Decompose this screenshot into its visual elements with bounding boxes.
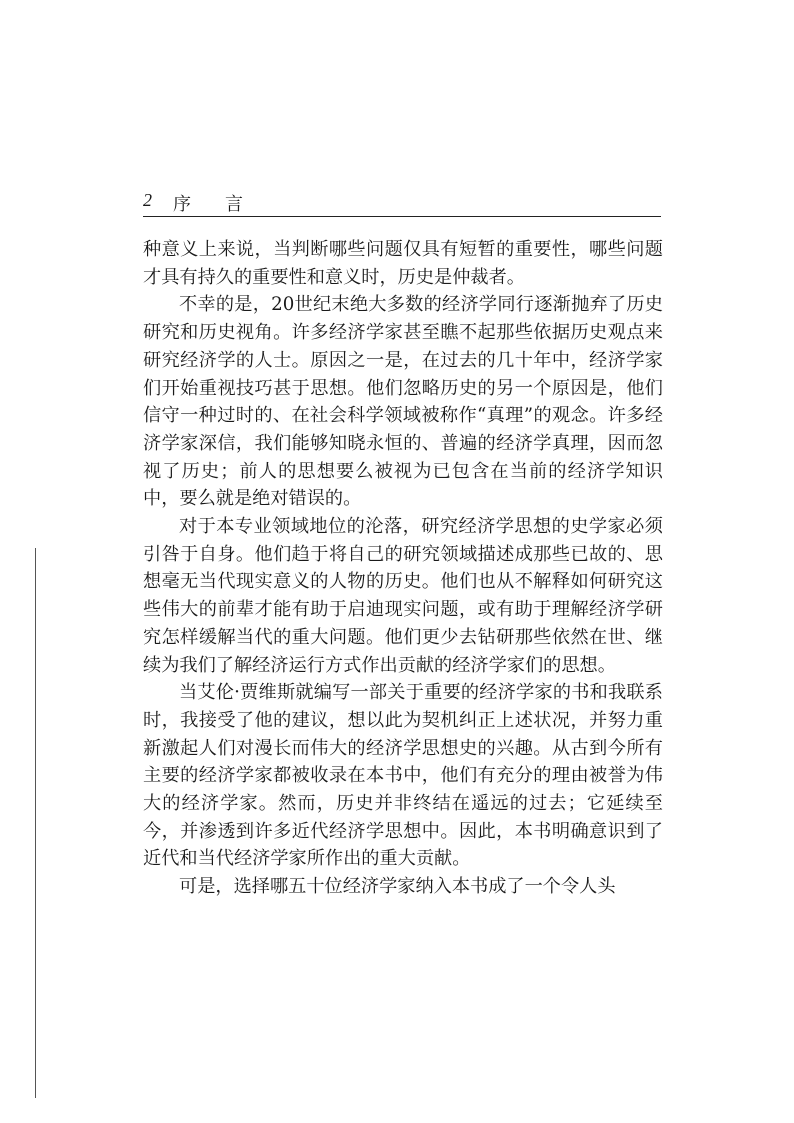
body-text (143, 236, 663, 901)
paragraph: 对于本专业领域地位的沦落，研究经济学思想的史学家必须引咎于自身。他们趋于将自己的研究领域描述成那些已故的、思想毫无当代现实意义的人物的历史。他们也从不解释如何研究这些伟大的前辈才能有助于启迪现实问题，或有助于理解经济学研究怎样缓解当代的重大问题。他们更少去钻研那些依然在世、继续为我们了解经济运行方式作出贡献的经济学家们的思想。 (143, 516, 663, 676)
running-header (143, 190, 663, 218)
header-rule (143, 216, 661, 217)
paragraph: 不幸的是，20世纪末绝大多数的经济学同行逐渐抛弃了历史研究和历史视角。许多经济学家甚至瞧不起那些依据历史观点来研究经济学的人士。原因之一是，在过去的几十年中，经济学家们开始重视技巧甚于思想。他们忽略历史的另一个原因是，他们信守一种过时的、在社会科学领域被称作“真理”的观念。许多经济学家深信，我们能够知晓永恒的、普遍的经济学真理，因而忽视了历史；前人的思想要么被视为已包含在当前的经济学知识中，要么就是绝对错误的。 (143, 294, 663, 510)
paragraph-continuation: 种意义上来说，当判断哪些问题仅具有短暂的重要性，哪些问题才具有持久的重要性和意义时，历史是仲裁者。 (143, 239, 663, 288)
page-number: 2 (143, 190, 152, 210)
paragraph: 当艾伦·贾维斯就编写一部关于重要的经济学家的书和我联系时，我接受了他的建议，想以此为契机纠正上述状况，并努力重新激起人们对漫长而伟大的经济学思想史的兴趣。从古到今所有主要的经济学家都被收录在本书中，他们有充分的理由被誉为伟大的经济学家。然而，历史并非终结在遥远的过去；它延续至今，并渗透到许多近代经济学思想中。因此，本书明确意识到了近代和当代经济学家所作出的重大贡献。 (143, 682, 663, 870)
running-title: 序言 (173, 194, 277, 215)
paragraph: 可是，选择哪五十位经济学家纳入本书成了一个令人头 (179, 876, 616, 898)
scan-margin-line (35, 548, 36, 1098)
